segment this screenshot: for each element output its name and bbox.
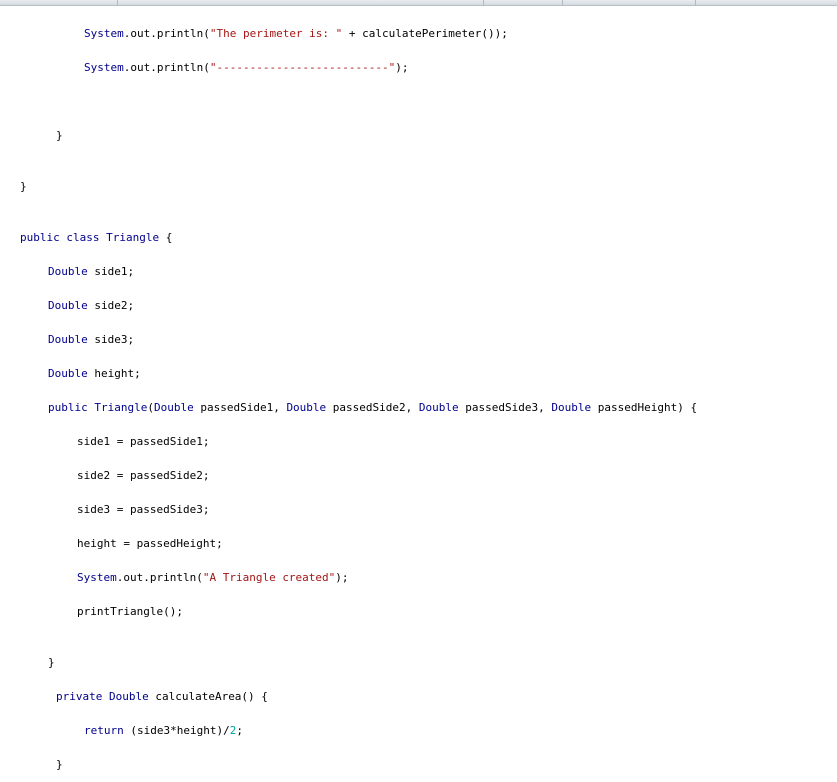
code-token: Double bbox=[48, 299, 88, 312]
code-token: side3 = passedSide3; bbox=[77, 503, 210, 516]
code-token: (side3*height)/ bbox=[123, 724, 230, 737]
code-line bbox=[77, 469, 209, 483]
code-token: + calculatePerimeter()); bbox=[342, 27, 508, 40]
code-token: System bbox=[84, 61, 124, 74]
code-token: side1; bbox=[87, 265, 135, 278]
code-token: side2; bbox=[87, 299, 135, 312]
code-line bbox=[84, 724, 243, 738]
code-line bbox=[77, 537, 223, 551]
code-token: side2 = passedSide2; bbox=[77, 469, 210, 482]
code-line bbox=[48, 265, 134, 279]
code-line bbox=[20, 231, 172, 245]
code-line bbox=[56, 129, 63, 143]
code-line bbox=[56, 758, 63, 772]
code-line bbox=[77, 503, 209, 517]
code-token: Double bbox=[418, 401, 459, 414]
code-token: private Double bbox=[56, 690, 149, 703]
code-token: height = passedHeight; bbox=[77, 537, 223, 550]
code-token: 2 bbox=[229, 724, 237, 737]
code-token: .out.println( bbox=[123, 27, 210, 40]
code-token: { bbox=[159, 231, 173, 244]
code-token: Double bbox=[48, 333, 88, 346]
code-token: } bbox=[20, 180, 27, 193]
code-token: System bbox=[84, 27, 124, 40]
code-line bbox=[48, 401, 697, 415]
code-token: passedSide3, bbox=[458, 401, 552, 414]
code-token: } bbox=[48, 656, 55, 669]
code-token: "The perimeter is: " bbox=[209, 27, 343, 40]
code-line bbox=[84, 61, 409, 75]
code-token: calculateArea() { bbox=[148, 690, 268, 703]
code-token: } bbox=[56, 129, 63, 142]
code-token: printTriangle(); bbox=[77, 605, 183, 618]
code-token: ); bbox=[335, 571, 349, 584]
code-token: return bbox=[84, 724, 124, 737]
code-token: passedSide1, bbox=[193, 401, 287, 414]
code-token: .out.println( bbox=[123, 61, 210, 74]
code-token: System bbox=[77, 571, 117, 584]
code-line bbox=[77, 605, 183, 619]
code-token: passedHeight) { bbox=[591, 401, 698, 414]
code-line bbox=[20, 180, 27, 194]
code-token: public Triangle bbox=[48, 401, 148, 414]
code-token: Double bbox=[48, 265, 88, 278]
code-line bbox=[77, 435, 209, 449]
code-token: passedSide2, bbox=[326, 401, 419, 414]
code-token: Double bbox=[48, 367, 88, 380]
code-token: Double bbox=[286, 401, 327, 414]
code-token: .out.println( bbox=[116, 571, 203, 584]
code-token: "--------------------------" bbox=[209, 61, 396, 74]
code-line bbox=[77, 571, 349, 585]
code-line bbox=[48, 299, 134, 313]
code-line bbox=[48, 367, 141, 381]
code-token: Double bbox=[153, 401, 194, 414]
code-token: "A Triangle created" bbox=[202, 571, 336, 584]
code-token: public class Triangle bbox=[20, 231, 160, 244]
code-token: side3; bbox=[87, 333, 135, 346]
code-token: side1 = passedSide1; bbox=[77, 435, 210, 448]
code-line bbox=[48, 333, 134, 347]
code-token: Double bbox=[551, 401, 592, 414]
code-token: ; bbox=[236, 724, 243, 737]
code-line bbox=[48, 656, 55, 670]
code-line bbox=[56, 690, 268, 704]
code-token: ); bbox=[395, 61, 409, 74]
code-token: ( bbox=[147, 401, 154, 414]
code-token: } bbox=[56, 758, 63, 771]
code-token: height; bbox=[87, 367, 141, 380]
code-line bbox=[84, 27, 508, 41]
